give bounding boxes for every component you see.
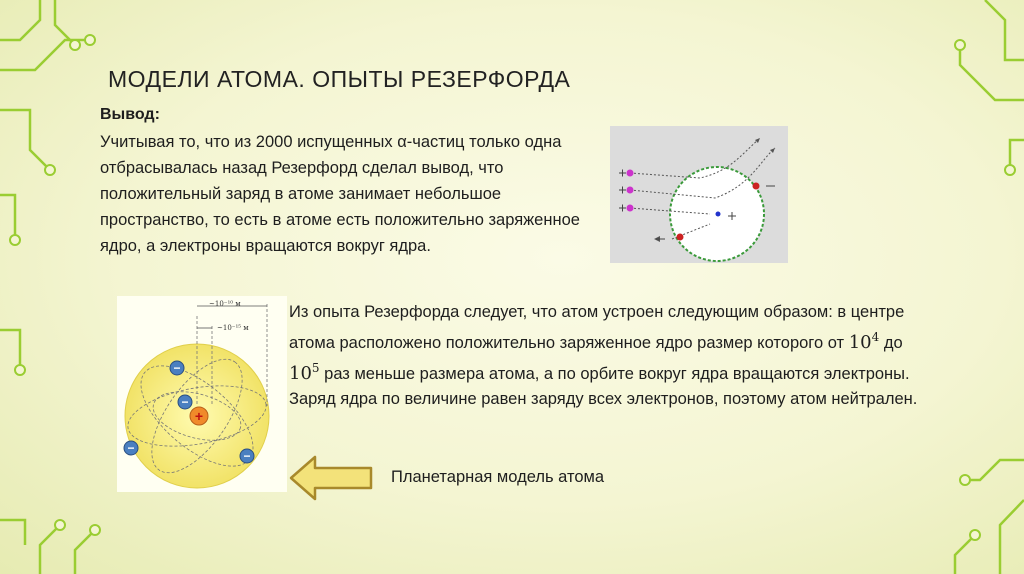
nucleus bbox=[190, 407, 208, 425]
atom-size-label: ~10⁻¹⁰ м bbox=[209, 300, 241, 308]
power-high: $10^5$ bbox=[289, 361, 320, 384]
page-title: МОДЕЛИ АТОМА. ОПЫТЫ РЕЗЕРФОРДА bbox=[108, 66, 571, 92]
scattering-diagram bbox=[610, 126, 788, 263]
svg-text:+: + bbox=[194, 408, 204, 424]
conclusion-label: Вывод: bbox=[100, 106, 160, 123]
experiment-text: Из опыта Резерфорда следует, что атом устроен следующим образом: в центре атома расположено положительно заряженное ядро размер которого от $10^4$ до $10^5$ раз меньше размера атома, а по орбите вокруг ядра вращаются электроны. Заряд ядра по величине равен заряду всех электронов, поэтому атом нейтрален. bbox=[289, 303, 918, 408]
power-low: $10^4$ bbox=[848, 330, 880, 353]
svg-text:−: − bbox=[173, 361, 181, 375]
neutral-text: Заряд ядра по величине равен заряду всех электронов, поэтому атом нейтрален. bbox=[289, 390, 918, 408]
planetary-atom-diagram bbox=[117, 296, 287, 492]
figure-caption: Планетарная модель атома bbox=[391, 468, 605, 486]
conclusion-text: Учитывая то, что из 2000 испущенных α-частиц только одна отбрасывалась назад Резерфорд сделал вывод, что положительный заряд в атоме занимает небольшое пространство, то есть в атоме есть положительно заряженное ядро, а электроны вращаются вокруг ядра. bbox=[100, 133, 580, 255]
svg-text:−: − bbox=[243, 449, 251, 463]
nucleus-size-label: ~10⁻¹⁵ м bbox=[217, 324, 249, 332]
left-arrow-icon bbox=[289, 455, 373, 501]
svg-text:−: − bbox=[181, 395, 189, 409]
svg-text:−: − bbox=[127, 441, 135, 455]
